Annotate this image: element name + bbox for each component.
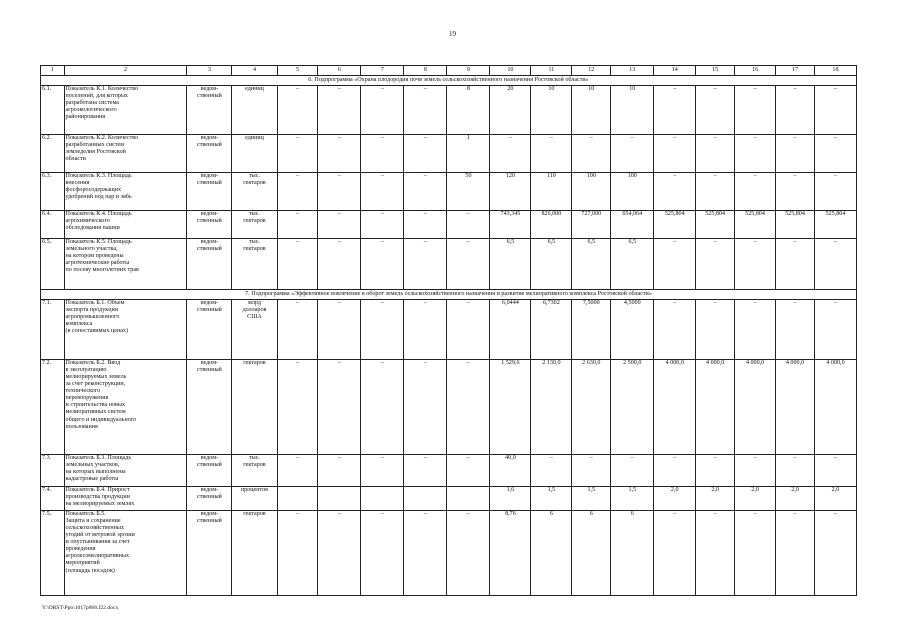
indicator-value: 727,000 xyxy=(572,211,611,239)
indicator-value: 4 000,0 xyxy=(814,360,856,455)
indicator-value: – xyxy=(814,300,856,360)
unit-of-measure: тыс. гектаров xyxy=(232,455,277,487)
unit-of-measure: млрд долларов США xyxy=(232,300,277,360)
indicator-value: 8,76 xyxy=(490,511,531,596)
indicator-value: – xyxy=(611,135,654,173)
indicator-value: – xyxy=(696,511,735,596)
indicator-value: – xyxy=(696,300,735,360)
indicator-value: 6 xyxy=(531,511,572,596)
indicator-value: – xyxy=(735,300,776,360)
indicator-value: – xyxy=(361,173,404,211)
indicator-value: – xyxy=(318,455,361,487)
table-row xyxy=(41,487,857,511)
indicator-value: 1 529,6 xyxy=(490,360,531,455)
indicator-value: 2 630,0 xyxy=(572,360,611,455)
indicator-value: – xyxy=(361,211,404,239)
column-number: 1 xyxy=(41,66,65,76)
indicator-value: – xyxy=(404,455,447,487)
indicator-value: 525,804 xyxy=(814,211,856,239)
indicator-value xyxy=(318,487,361,511)
indicator-value: – xyxy=(404,239,447,290)
unit-of-measure: гектаров xyxy=(232,511,277,596)
indicator-type: ведом- ственный xyxy=(187,211,232,239)
indicator-value: – xyxy=(447,300,490,360)
indicator-value: – xyxy=(776,511,815,596)
indicator-value: – xyxy=(277,86,318,135)
indicator-value: – xyxy=(776,239,815,290)
indicator-value: – xyxy=(654,173,696,211)
indicator-value: – xyxy=(654,86,696,135)
column-number: 12 xyxy=(572,66,611,76)
indicator-value: 110 xyxy=(531,173,572,211)
indicator-value: – xyxy=(277,239,318,290)
indicator-value: 2 130,0 xyxy=(531,360,572,455)
indicator-value: 6 xyxy=(611,511,654,596)
indicator-value: – xyxy=(696,173,735,211)
indicator-value: – xyxy=(318,86,361,135)
indicator-value: – xyxy=(696,239,735,290)
indicator-value: – xyxy=(696,86,735,135)
unit-of-measure: гектаров xyxy=(232,360,277,455)
indicator-type: ведом- ственный xyxy=(187,86,232,135)
indicator-value: 50 xyxy=(447,173,490,211)
indicator-value: – xyxy=(776,173,815,211)
indicator-value: – xyxy=(361,455,404,487)
table-row xyxy=(41,455,857,487)
column-number: 8 xyxy=(404,66,447,76)
indicator-name: Показатель Б.4. Прирост производства продукции на мелиорируемых землях xyxy=(64,487,187,511)
indicator-value: 6,0444 xyxy=(490,300,531,360)
indicator-value xyxy=(447,487,490,511)
table-row xyxy=(41,86,857,135)
indicator-value xyxy=(277,487,318,511)
indicator-value: – xyxy=(447,211,490,239)
indicator-value: 4,5000 xyxy=(611,300,654,360)
table-row xyxy=(41,173,857,211)
indicator-value: – xyxy=(814,455,856,487)
indicator-value: – xyxy=(735,135,776,173)
indicator-value: – xyxy=(277,511,318,596)
indicator-value: – xyxy=(611,455,654,487)
indicator-value: – xyxy=(814,135,856,173)
indicator-value: – xyxy=(572,455,611,487)
column-number: 5 xyxy=(277,66,318,76)
indicator-value: 6,5 xyxy=(611,239,654,290)
indicator-value: – xyxy=(776,455,815,487)
indicator-value: 6,5 xyxy=(531,239,572,290)
indicator-value: – xyxy=(735,86,776,135)
column-number: 16 xyxy=(735,66,776,76)
indicator-value: 4 000,0 xyxy=(735,360,776,455)
indicator-value: – xyxy=(318,239,361,290)
indicator-value: – xyxy=(447,455,490,487)
indicator-value: 6 xyxy=(572,511,611,596)
indicator-value: 525,804 xyxy=(654,211,696,239)
indicator-value: 120 xyxy=(490,173,531,211)
indicator-value: – xyxy=(318,511,361,596)
indicator-value: 2,0 xyxy=(696,487,735,511)
indicator-value: – xyxy=(531,455,572,487)
indicator-value: – xyxy=(404,300,447,360)
indicator-value: – xyxy=(318,135,361,173)
indicator-value: – xyxy=(776,135,815,173)
indicator-value: – xyxy=(654,300,696,360)
row-number: 7.5. xyxy=(41,511,65,596)
indicator-value: – xyxy=(531,135,572,173)
indicator-name: Показатель К.4. Площадь агрохимического обследования пашни xyxy=(64,211,187,239)
column-number: 15 xyxy=(696,66,735,76)
indicator-value: 1 xyxy=(447,135,490,173)
column-number: 14 xyxy=(654,66,696,76)
indicator-value: – xyxy=(447,239,490,290)
indicator-value: – xyxy=(735,173,776,211)
indicator-value: 1,5 xyxy=(572,487,611,511)
column-number: 2 xyxy=(64,66,187,76)
indicator-value: 100 xyxy=(611,173,654,211)
indicator-value: – xyxy=(654,511,696,596)
indicator-value: – xyxy=(404,135,447,173)
unit-of-measure: тыс. гектаров xyxy=(232,239,277,290)
row-number: 6.5. xyxy=(41,239,65,290)
indicator-value: 20 xyxy=(490,86,531,135)
indicator-value: 2,0 xyxy=(814,487,856,511)
table-row xyxy=(41,360,857,455)
table-row xyxy=(41,211,857,239)
indicator-value: – xyxy=(735,239,776,290)
indicator-value: – xyxy=(361,135,404,173)
indicator-value: 2 500,0 xyxy=(611,360,654,455)
indicator-value: – xyxy=(814,511,856,596)
indicator-value: – xyxy=(361,360,404,455)
page-number: 19 xyxy=(449,30,456,38)
row-number: 6.2. xyxy=(41,135,65,173)
unit-of-measure: тыс. гектаров xyxy=(232,211,277,239)
indicator-value: 2,0 xyxy=(654,487,696,511)
indicator-type: ведом- ственный xyxy=(187,360,232,455)
unit-of-measure: процентов xyxy=(232,487,277,511)
row-number: 7.1. xyxy=(41,300,65,360)
indicator-value: – xyxy=(654,455,696,487)
row-number: 6.4. xyxy=(41,211,65,239)
indicator-value: 4 000,0 xyxy=(654,360,696,455)
indicator-value: – xyxy=(696,455,735,487)
indicator-value: – xyxy=(404,211,447,239)
indicator-name: Показатель Б.1. Объем экспорта продукции агропромышленного комплекса (в сопоставимых ценах) xyxy=(64,300,187,360)
indicator-value: 10 xyxy=(531,86,572,135)
indicator-value: 6,5 xyxy=(490,239,531,290)
indicator-value: 10 xyxy=(611,86,654,135)
indicator-value: – xyxy=(318,360,361,455)
indicator-value: – xyxy=(277,360,318,455)
indicator-value: – xyxy=(735,511,776,596)
indicator-value: – xyxy=(654,135,696,173)
unit-of-measure: единиц xyxy=(232,135,277,173)
indicator-value: – xyxy=(447,511,490,596)
column-number: 18 xyxy=(814,66,856,76)
column-number: 10 xyxy=(490,66,531,76)
unit-of-measure: тыс. гектаров xyxy=(232,173,277,211)
indicator-type: ведом- ственный xyxy=(187,455,232,487)
column-number: 9 xyxy=(447,66,490,76)
indicator-value: – xyxy=(447,360,490,455)
indicator-value: – xyxy=(572,135,611,173)
table-row xyxy=(41,300,857,360)
table-row xyxy=(41,135,857,173)
indicator-value: – xyxy=(361,511,404,596)
indicator-type: ведом- ственный xyxy=(187,300,232,360)
indicator-name: Показатель Б.3. Площадь земельных участков, на которых выполнены кадастровые работы xyxy=(64,455,187,487)
indicator-value: – xyxy=(814,239,856,290)
indicator-name: Показатель Б.5. Защита и сохранение сельскохозяйственных угодий от ветровой эрозии и опустынивания за счет проведения агролесомелиоративных мероприятий (площадь посадок) xyxy=(64,511,187,596)
indicator-value: 525,804 xyxy=(735,211,776,239)
indicator-value: – xyxy=(277,173,318,211)
indicator-value: – xyxy=(361,300,404,360)
indicator-type: ведом- ственный xyxy=(187,239,232,290)
indicator-name: Показатель К.1. Количество поселений, для которых разработана система агроэкологического районирования xyxy=(64,86,187,135)
indicator-value: 6,5 xyxy=(572,239,611,290)
indicator-value: 743,345 xyxy=(490,211,531,239)
indicator-value: – xyxy=(361,239,404,290)
indicator-value: – xyxy=(696,135,735,173)
indicator-value: 40,0 xyxy=(490,455,531,487)
indicator-value xyxy=(361,487,404,511)
indicator-value: 2,0 xyxy=(735,487,776,511)
indicator-value: – xyxy=(814,173,856,211)
indicator-value xyxy=(404,487,447,511)
indicator-value: – xyxy=(404,360,447,455)
indicator-value: – xyxy=(277,455,318,487)
indicator-value: 2,0 xyxy=(776,487,815,511)
column-number: 13 xyxy=(611,66,654,76)
indicator-name: Показатель К.3. Площадь внесения фосфоросодержащих удобрений под пар и зябь xyxy=(64,173,187,211)
indicator-value: 826,000 xyxy=(531,211,572,239)
indicator-name: Показатель Б.2. Ввод в эксплуатацию мелиорируемых земель за счет реконструкции, технического перевооружения и строительства новых мелиоративных систем общего и индивидуального пользования xyxy=(64,360,187,455)
indicator-name: Показатель К.5. Площадь земельного участка, на котором проведены агротехнические работы по посеву многолетних трав xyxy=(64,239,187,290)
row-number: 6.3. xyxy=(41,173,65,211)
section-title-row xyxy=(41,76,857,86)
row-number: 7.4. xyxy=(41,487,65,511)
row-number: 7.2. xyxy=(41,360,65,455)
unit-of-measure: единиц xyxy=(232,86,277,135)
table-row xyxy=(41,239,857,290)
indicator-value: 1,5 xyxy=(611,487,654,511)
indicator-value: 7,5000 xyxy=(572,300,611,360)
column-number: 6 xyxy=(318,66,361,76)
indicator-value: – xyxy=(404,173,447,211)
indicator-value: – xyxy=(776,86,815,135)
indicator-value: – xyxy=(814,86,856,135)
indicator-value: 654,064 xyxy=(611,211,654,239)
indicator-value: 100 xyxy=(572,173,611,211)
indicator-type: ведом- ственный xyxy=(187,135,232,173)
indicator-value: 1,6 xyxy=(490,487,531,511)
indicator-value: 8 xyxy=(447,86,490,135)
indicator-value: 525,804 xyxy=(776,211,815,239)
indicator-value: 6,7302 xyxy=(531,300,572,360)
column-number: 3 xyxy=(187,66,232,76)
column-number: 4 xyxy=(232,66,277,76)
indicator-value: – xyxy=(318,211,361,239)
row-number: 7.3. xyxy=(41,455,65,487)
section-title: 6. Подпрограмма «Охрана плодородия почв земель сельскохозяйственного назначения Ростовской области» xyxy=(41,76,857,86)
indicator-value: – xyxy=(490,135,531,173)
table-row xyxy=(41,511,857,596)
column-number: 7 xyxy=(361,66,404,76)
footer-file-path: Y:\ORST\Ppo\1017p866.f22.docx xyxy=(42,605,119,611)
column-number: 17 xyxy=(776,66,815,76)
indicator-value: – xyxy=(404,86,447,135)
indicator-value: – xyxy=(776,300,815,360)
indicator-value: 10 xyxy=(572,86,611,135)
indicator-value: – xyxy=(318,300,361,360)
indicator-type: ведом- ственный xyxy=(187,487,232,511)
indicator-name: Показатель К.2. Количество разработанных систем земледелия Ростовской области xyxy=(64,135,187,173)
indicators-table xyxy=(40,65,857,596)
row-number: 6.1. xyxy=(41,86,65,135)
indicator-value: 4 000,0 xyxy=(776,360,815,455)
indicator-value: 525,804 xyxy=(696,211,735,239)
indicator-value: – xyxy=(318,173,361,211)
indicator-value: – xyxy=(404,511,447,596)
section-title: 7. Подпрограмма «Эффективное вовлечение в оборот земель сельскохозяйственного назначения и развитие мелиоративного комплекса Ростовской области» xyxy=(41,290,857,300)
indicator-value: – xyxy=(277,135,318,173)
indicator-value: – xyxy=(277,300,318,360)
indicator-type: ведом- ственный xyxy=(187,511,232,596)
indicator-value: 4 000,0 xyxy=(696,360,735,455)
indicator-type: ведом- ственный xyxy=(187,173,232,211)
indicator-value: – xyxy=(735,455,776,487)
table-header-row xyxy=(41,66,857,76)
section-title-row xyxy=(41,290,857,300)
column-number: 11 xyxy=(531,66,572,76)
indicator-value: – xyxy=(277,211,318,239)
indicator-value: 1,5 xyxy=(531,487,572,511)
indicator-value: – xyxy=(654,239,696,290)
indicator-value: – xyxy=(361,86,404,135)
